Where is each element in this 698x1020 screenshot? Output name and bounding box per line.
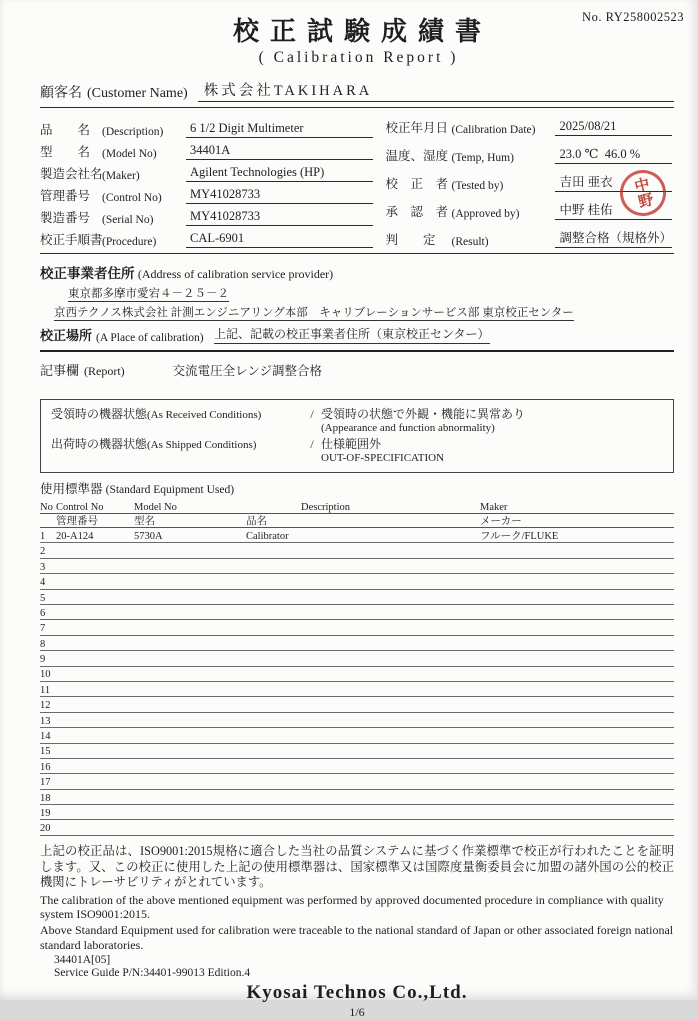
equipment-table-row	[40, 605, 674, 620]
field-value: 6 1/2 Digit Multimeter	[186, 121, 373, 138]
calibration-place-label-en: (A Place of calibration)	[96, 332, 204, 344]
device-info-left-column	[40, 116, 385, 248]
equipment-rows	[40, 528, 674, 836]
cell-no: 13	[40, 715, 51, 727]
model-reference: 34401A[05]	[54, 953, 111, 966]
field-label-en: (Calibration Date)	[451, 124, 536, 136]
cell-no: 9	[40, 654, 46, 666]
cell-no: 18	[40, 792, 51, 804]
equipment-table-row	[40, 667, 674, 682]
cell-no: 14	[40, 731, 51, 743]
field-row	[40, 116, 385, 138]
col-header-control-jp: 管理番号	[56, 515, 98, 527]
cell-no: 19	[40, 807, 51, 819]
cell-no: 7	[40, 623, 46, 635]
separator-slash: /	[310, 437, 314, 452]
conditions-box	[40, 399, 674, 473]
field-label-en: (Temp, Hum)	[451, 152, 514, 164]
as-shipped-value-line1: 仕様範囲外	[321, 437, 382, 452]
field-label-en: (Model No)	[102, 148, 157, 160]
service-guide-reference: Service Guide P/N:34401-99013 Edition.4	[54, 966, 251, 979]
field-label-jp: 校 正 者	[385, 177, 448, 191]
cell-no: 12	[40, 700, 51, 712]
col-header-description-jp: 品名	[246, 515, 267, 527]
report-number: No. RY258002523	[582, 10, 684, 24]
device-info-right-column-wrap	[385, 116, 674, 248]
cell-maker: フルーク/FLUKE	[480, 530, 559, 542]
equipment-table-row	[40, 543, 674, 558]
cell-no: 5	[40, 592, 46, 604]
field-row	[40, 138, 385, 160]
field-label-en: (Description)	[102, 126, 164, 138]
field-label-jp: 管理番号	[40, 189, 91, 203]
device-info-fields	[40, 116, 674, 248]
as-shipped-label	[51, 437, 303, 452]
as-received-label-jp: 受領時の機器状態	[51, 407, 148, 421]
field-label-jp: 型 名	[40, 145, 91, 159]
cell-control-no: 20-A124	[56, 530, 94, 542]
cell-no: 15	[40, 746, 51, 758]
fields-divider	[40, 253, 674, 254]
separator-slash: /	[310, 407, 314, 421]
field-value: 34401A	[186, 143, 373, 160]
page-title: 校正試験成績書	[232, 17, 492, 46]
field-value: 吉田 亜衣	[555, 172, 672, 192]
field-label-en: (Maker)	[102, 170, 140, 182]
equipment-table-row	[40, 682, 674, 697]
traceability-statement-jp: 上記の校正品は、ISO9001:2015規格に適合した当社の品質システムに基づく作業標準で校正が行われたことを証明します。又、この校正に使用した上記の使用標準器は、国家標準又は国際度量衡委員会に加盟の諸外国の公的校正機関にトレーサビリティがとれています。	[40, 843, 674, 890]
field-label-jp: 判 定	[385, 233, 436, 247]
provider-address-line2-row	[54, 304, 674, 320]
cell-no: 2	[40, 546, 46, 558]
cell-no: 20	[40, 823, 51, 835]
field-value: CAL-6901	[186, 231, 373, 248]
traceability-statement-en1: The calibration of the above mentioned equipment was performed by approved documented procedure in compliance with quality system ISO9001:2015.	[40, 893, 664, 922]
equipment-table-row	[40, 805, 674, 820]
field-label-en: (Tested by)	[451, 180, 504, 192]
provider-address-label	[40, 262, 674, 282]
equipment-header-en	[40, 500, 674, 514]
remarks-row	[40, 360, 674, 379]
as-received-value	[321, 407, 525, 435]
remarks-label-jp: 記事欄	[40, 363, 80, 378]
equipment-table-row	[40, 590, 674, 605]
field-label-en: (Result)	[451, 236, 489, 248]
field-label-jp: 承 認 者	[385, 205, 448, 219]
company-name: Kyosai Technos Co.,Ltd.	[246, 981, 468, 1003]
as-received-label	[51, 407, 303, 422]
col-header-maker-en: Maker	[480, 501, 508, 513]
equipment-table-row	[40, 774, 674, 789]
col-header-description-en: Description	[301, 501, 350, 513]
remarks-value: 交流電圧全レンジ調整合格	[172, 364, 323, 378]
header-divider	[40, 107, 674, 108]
equipment-header-jp	[40, 514, 674, 528]
field-label-en: (Serial No)	[102, 214, 154, 226]
as-shipped-label-en: (As Shipped Conditions)	[147, 439, 257, 452]
field-value: MY41028733	[186, 209, 373, 226]
customer-name-value: 株式会社TAKIHARA	[198, 79, 674, 102]
field-label-jp: 温度、湿度	[385, 149, 448, 163]
field-value: 23.0 ℃ 46.0 %	[555, 146, 672, 164]
col-header-control-en: Control No	[56, 501, 104, 513]
provider-address-label-en: (Address of calibration service provider)	[137, 267, 334, 281]
customer-name-row	[40, 79, 674, 102]
customer-label-jp: 顧客名	[40, 86, 82, 101]
field-row	[385, 228, 674, 248]
as-shipped-row	[51, 437, 665, 465]
cell-model-no: 5730A	[134, 530, 163, 542]
equipment-title-jp: 使用標準器	[40, 482, 103, 497]
field-value: MY41028733	[186, 187, 373, 204]
field-row	[40, 160, 385, 182]
field-value: 調整合格（規格外）	[555, 228, 672, 248]
field-label-en: (Approved by)	[451, 208, 520, 220]
field-value: Agilent Technologies (HP)	[186, 165, 373, 182]
field-label-en: (Control No)	[102, 192, 162, 204]
field-label-jp: 品 名	[40, 123, 91, 137]
equipment-table-row	[40, 574, 674, 589]
field-row	[385, 116, 674, 136]
equipment-table-row	[40, 713, 674, 728]
approval-hanko-stamp: 中野	[615, 165, 671, 221]
cell-no: 17	[40, 777, 51, 789]
equipment-table-row	[40, 759, 674, 774]
field-row	[385, 144, 674, 164]
as-shipped-value-line2: OUT-OF-SPECIFICATION	[321, 451, 445, 464]
equipment-table	[40, 500, 674, 836]
provider-address-line1: 東京都多摩市愛宕４－２５－２	[68, 288, 229, 300]
col-header-no: No	[40, 501, 53, 513]
calibration-place-value: 上記、記載の校正事業者住所（東京校正センター）	[214, 325, 490, 344]
cell-no: 1	[40, 530, 46, 542]
equipment-title-en: (Standard Equipment Used)	[105, 484, 235, 497]
equipment-table-row	[40, 790, 674, 805]
equipment-table-row	[40, 820, 674, 835]
cell-no: 16	[40, 761, 51, 773]
as-shipped-value	[321, 437, 444, 465]
cell-no: 10	[40, 669, 51, 681]
field-row	[40, 226, 385, 248]
as-received-value-line1: 受領時の状態で外観・機能に異常あり	[321, 407, 526, 421]
cell-no: 6	[40, 607, 46, 619]
cell-no: 3	[40, 561, 46, 573]
field-label-jp: 製造会社名	[40, 167, 103, 181]
field-label-jp: 校正年月日	[385, 121, 448, 135]
provider-address-line1-row	[68, 285, 674, 301]
col-header-maker-jp: メーカー	[480, 515, 522, 527]
field-label-en: (Procedure)	[102, 236, 157, 248]
page-subtitle: ( Calibration Report )	[258, 49, 459, 66]
equipment-table-row	[40, 697, 674, 712]
field-row	[40, 204, 385, 226]
provider-address-section	[40, 262, 674, 344]
calibration-place-label-jp: 校正場所	[40, 328, 93, 343]
equipment-section-title	[40, 479, 674, 497]
cell-description: Calibrator	[246, 530, 289, 542]
equipment-table-row	[40, 636, 674, 651]
equipment-table-row	[40, 559, 674, 574]
page-number: 1/6	[349, 1004, 365, 1019]
remarks-label-en: (Report)	[84, 364, 125, 378]
field-value: 2025/08/21	[555, 119, 672, 136]
provider-address-line2: 京西テクノス株式会社 計測エンジニアリング本部 キャリブレーションサービス部 東京校正センター	[54, 307, 574, 319]
calibration-place-row	[40, 325, 674, 344]
address-divider	[40, 350, 674, 352]
traceability-statement-en2: Above Standard Equipment used for calibration were traceable to the national standard of Japan or other associated foreign national standard laboratories.	[40, 923, 674, 952]
as-received-label-en: (As Received Conditions)	[147, 409, 262, 421]
as-received-row	[51, 407, 665, 435]
equipment-table-row	[40, 651, 674, 666]
as-shipped-label-jp: 出荷時の機器状態	[51, 437, 148, 452]
cell-no: 8	[40, 638, 46, 650]
field-label-jp: 校正手順書	[40, 233, 103, 247]
equipment-table-row	[40, 528, 674, 543]
field-label-jp: 製造番号	[40, 211, 91, 225]
equipment-table-row	[40, 620, 674, 635]
col-header-model-jp: 型名	[134, 515, 155, 527]
field-row	[40, 182, 385, 204]
cell-no: 4	[40, 577, 46, 589]
col-header-model-en: Model No	[134, 501, 177, 513]
equipment-table-row	[40, 728, 674, 743]
customer-label-en: (Customer Name)	[87, 86, 188, 101]
cell-no: 11	[40, 684, 51, 696]
provider-address-label-jp: 校正事業者住所	[40, 266, 135, 281]
equipment-table-row	[40, 744, 674, 759]
as-received-value-line2: (Appearance and function abnormality)	[321, 421, 495, 434]
field-value: 中野 桂佑	[555, 200, 672, 220]
